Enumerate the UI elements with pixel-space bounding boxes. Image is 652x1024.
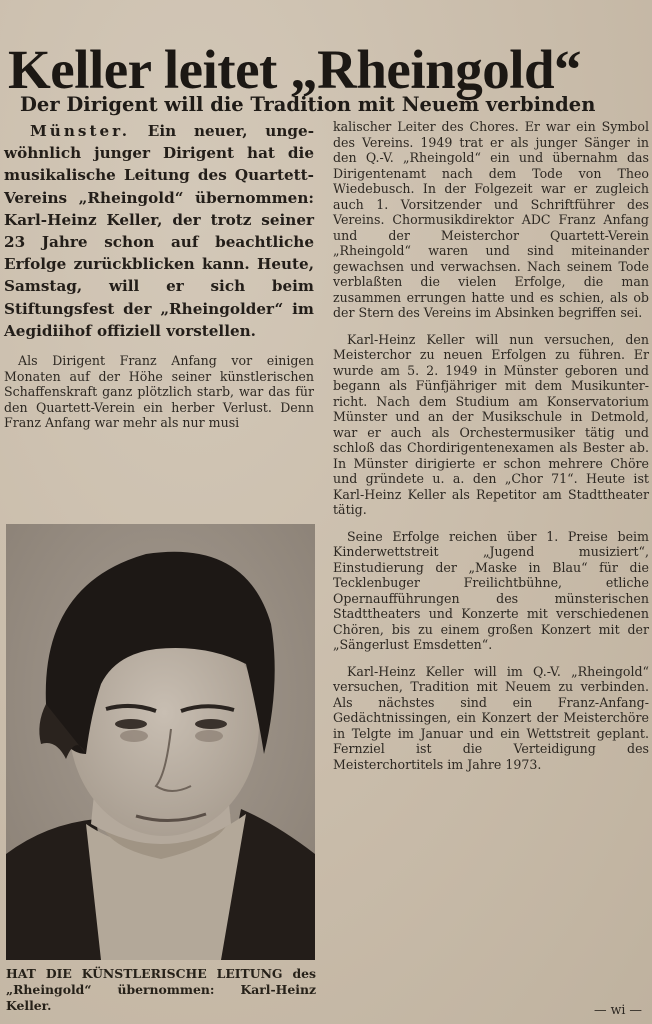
author-signoff: — wi — xyxy=(593,1002,642,1017)
body-paragraph: kalischer Leiter des Chores. Er war ein Symbol des Vereins. 1949 trat er als junger Sänger in den Q.-V. „Rheingold“ ein und übernahm das Dirigentenamt nach dem Tode von Theo Wiedebusch. In der Folgezeit war er zugleich auch 1. Vorsitzender und Schriftführer des Vereins. Chormusikdirektor ADC Franz Anfang und der Meisterchor Quartett-Verein „Rheingold“ waren und sind miteinander gewachsen und verwachsen. Nach seinem Tode verblaßten die vielen Erfolge, die man zusammen errungen hatte und es schien, als ob der Stern des Vereins im Absinken begriffen sei. xyxy=(333,119,649,320)
body-paragraph: Karl-Heinz Keller will im Q.-V. „Rheingold“ versuchen, Tradition mit Neuem zu verbinden. Als nächstes sind ein Franz-Anfang-Gedächtnissingen, ein Konzert der Meisterchöre in Telgte im Januar und ein Wettstreit geplant. Fernziel ist die Verteidigung des Meisterchortitels im Jahre 1973. xyxy=(333,663,649,772)
body-paragraph: Seine Erfolge reichen über 1. Preise beim Kinderwettstreit „Jugend musiziert“, Einstudierung der „Maske in Blau“ für die Tecklenbuger Freilichtbühne, etliche Opernaufführungen des münsterischen Stadttheaters und Konzerte mit verschiedenen Chören, bis zu einem großen Konzert mit der „Sängerlust Emsdetten“. xyxy=(333,528,649,652)
portrait-photo xyxy=(6,524,315,960)
body-paragraph: Karl-Heinz Keller will nun versuchen, den Meisterchor zu neuen Erfolgen zu führen. Er wurde am 5. 2. 1949 in Münster geboren und begann als Fünfjähriger mit dem Musikunterricht. Nach dem Studium am Konservatorium Münster und an der Musikschule in Detmold, war er auch als Orchestermusiker tätig und schloß das Chordirigentenexamen als Bester ab. In Münster dirigierte er schon mehrere Chöre und gründete u. a. den „Chor 71“. Heute ist Karl-Heinz Keller als Repetitor am Stadttheater tätig. xyxy=(333,331,649,517)
right-column xyxy=(333,119,649,772)
lead-text: Ein neuer, ungewöhnlich junger Dirigent hat die musikalische Leitung des Quartett-Vereins „Rheingold“ übernommen: Karl-Heinz Keller, der trotz seiner 23 Jahre schon auf beachtliche Erfolge zurückblicken kann. Heute, Samstag, will er sich beim Stiftungsfest der „Rheingolder“ im Aegidiihof offiziell vorstellen. xyxy=(4,122,314,340)
body-paragraph: Als Dirigent Franz Anfang vor einigen Monaten auf der Höhe seiner künstlerischen Schaffenskraft ganz plötzlich starb, war das für den Quartett-Verein ein herber Verlust. Denn Franz Anfang war mehr als nur musi xyxy=(4,353,314,431)
lead-paragraph xyxy=(4,120,314,342)
photo-caption: HAT DIE KÜNSTLERISCHE LEITUNG des „Rheingold“ übernommen: Karl-Heinz Keller. xyxy=(6,966,316,1013)
dateline: Münster. xyxy=(30,122,131,140)
left-column xyxy=(4,120,314,431)
subheadline: Der Dirigent will die Tradition mit Neuem verbinden xyxy=(20,93,596,117)
headline: Keller leitet „Rheingold“ xyxy=(8,38,582,100)
portrait-image xyxy=(6,524,315,960)
